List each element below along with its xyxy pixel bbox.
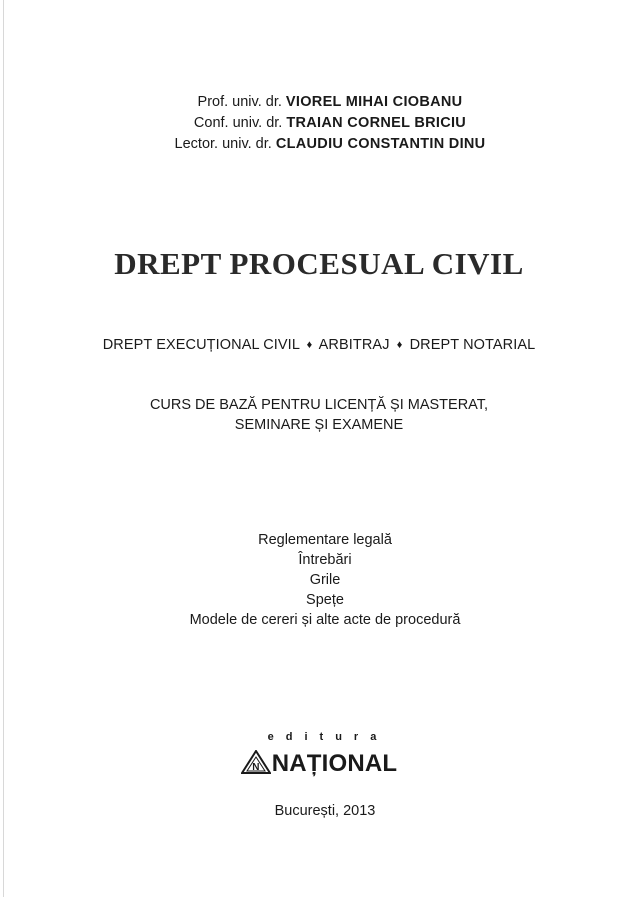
diamond-separator-icon: ♦ bbox=[306, 339, 313, 351]
author-title: Prof. univ. dr. bbox=[197, 94, 282, 110]
course-line: CURS DE BAZĂ PENTRU LICENȚĂ ȘI MASTERAT, bbox=[149, 397, 489, 413]
contents-item: Grile bbox=[309, 572, 341, 588]
course-line: SEMINARE ȘI EXAMENE bbox=[234, 417, 404, 433]
contents-item: Modele de cereri și alte acte de procedură bbox=[189, 612, 461, 628]
publisher-logo-letter: N bbox=[251, 762, 260, 773]
publication-place-year: București, 2013 bbox=[274, 803, 376, 819]
contents-item: Reglementare legală bbox=[258, 532, 392, 548]
author-name: VIOREL MIHAI CIOBANU bbox=[285, 94, 463, 110]
book-title: DREPT PROCESUAL CIVIL bbox=[114, 246, 524, 281]
contents-item: Întrebări bbox=[298, 552, 352, 568]
diamond-separator-icon: ♦ bbox=[396, 339, 403, 351]
course-description bbox=[0, 395, 638, 435]
contents-list bbox=[0, 530, 638, 630]
subtitle-part: DREPT EXECUȚIONAL CIVIL bbox=[102, 337, 300, 353]
subtitle-part: ARBITRAJ bbox=[318, 337, 390, 353]
author-name: CLAUDIU CONSTANTIN DINU bbox=[275, 136, 486, 152]
author-line bbox=[0, 113, 638, 134]
publisher-logo-icon bbox=[241, 750, 271, 781]
publisher-label: editura bbox=[267, 731, 389, 743]
author-line bbox=[0, 134, 638, 155]
author-title: Conf. univ. dr. bbox=[193, 115, 283, 131]
contents-item: Spețe bbox=[306, 592, 344, 608]
author-title: Lector. univ. dr. bbox=[174, 136, 272, 152]
publisher-name: NAȚIONAL bbox=[271, 750, 398, 777]
authors-block bbox=[0, 92, 638, 155]
author-name: TRAIAN CORNEL BRICIU bbox=[286, 115, 467, 131]
subtitle-part: DREPT NOTARIAL bbox=[409, 337, 536, 353]
author-line bbox=[0, 92, 638, 113]
publisher-name-block bbox=[0, 750, 638, 781]
book-subtitle bbox=[0, 337, 638, 353]
